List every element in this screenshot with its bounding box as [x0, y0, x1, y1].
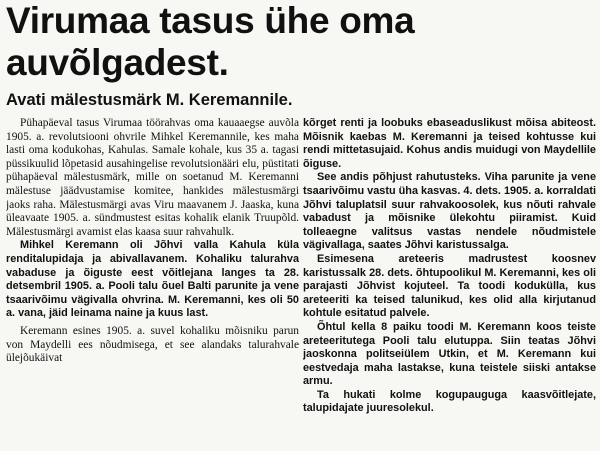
headline: Virumaa tasus ühe oma auvõlgadest. [6, 0, 415, 83]
subheadline: Avati mälestusmärk M. Keremannile. [6, 91, 293, 109]
paragraph: Mihkel Keremann oli Jõhvi valla Kahula küla renditalupidaja ja abivallavanem. Kohaliku talurahva vabaduse ja õiguste eest võitlejana langes ta 28. detsembril 1905. a. Pooli talu õuel Balti parunite ja vene tsaarivõimu vägivalla ohvrina. M. Keremanni, kes oli 50 a. vana, jäid leinama naine ja kuus last. [6, 239, 299, 320]
paragraph: Õhtul kella 8 paiku toodi M. Keremann koos teiste areteeritutega Pooli talu elutuppa. Siin teatas Jõhvi jaoskonna politseiülem Utkin, et M. Keremann kui eestvedaja maha lastakse, kuna teistele siiski antakse armu. [303, 320, 596, 388]
paragraph: Esimesena areteeris madrustest koosnev karistussalk 28. dets. õhtupoolikul M. Keremanni, kes oli parajasti Jõhvist kojuteel. Ta toodi kodukülla, kus areteeriti ka teised talunikud, kes olid alla kirjutanud kohtule esitatud palvele. [303, 252, 596, 320]
article-column-right [303, 117, 596, 451]
paragraph: Pühapäeval tasus Virumaa töörahvas oma kauaaegse auvõla 1905. a. revolutsiooni ohvrile Mihkel Keremannile, kes maha lasti oma kodukohas, Kahulas. Samale kohale, kus 35 a. tagasi püssikuulid lõpetasid ausahingelise revolutsionääri elu, püstitati pühapäeval mälestusmärk, mille on soetanud M. Keremanni mälestuse jäädvustamise komitee, hankides mälestusmärgi jaoks raha. Mälestusmärgi avas Viru maavanem J. Jaaska, kuna üleavaate 1905. a. sündmustest esitas kohalik elanik Truupõld. Mälestusmärgi avamist elas kaasa suur rahvahulk. [6, 117, 299, 238]
article-column-left [6, 117, 299, 451]
paragraph: See andis põhjust rahutusteks. Viha parunite ja vene tsaarivõimu vastu üha kasvas. 4. dets. 1905. a. korraldati Jõhvi taluplatsil suur rahvakoosolek, kus nõuti rahvale vabadust ja mõisnike ülekohtu piiramist. Kuid tolleaegne valitsus vastas nendele nõudmistele vägivallaga, saates Jõhvi karistussalga. [303, 171, 596, 252]
paragraph: kõrget renti ja loobuks ebaseaduslikust mõisa abiteost. Mõisnik kaebas M. Keremanni ja teised kohtusse kui rendi mittetasujaid. Kohus andis muidugi von Maydellile õiguse. [303, 117, 596, 170]
paragraph: Keremann esines 1905. a. suvel kohaliku mõisniku parun von Maydelli ees nõudmisega, et see alandaks talurahvale ülejõukäivat [6, 324, 299, 365]
paragraph: Ta hukati kolme kogupauguga kaasvõitlejate, talupidajate juuresolekul. [303, 388, 596, 415]
